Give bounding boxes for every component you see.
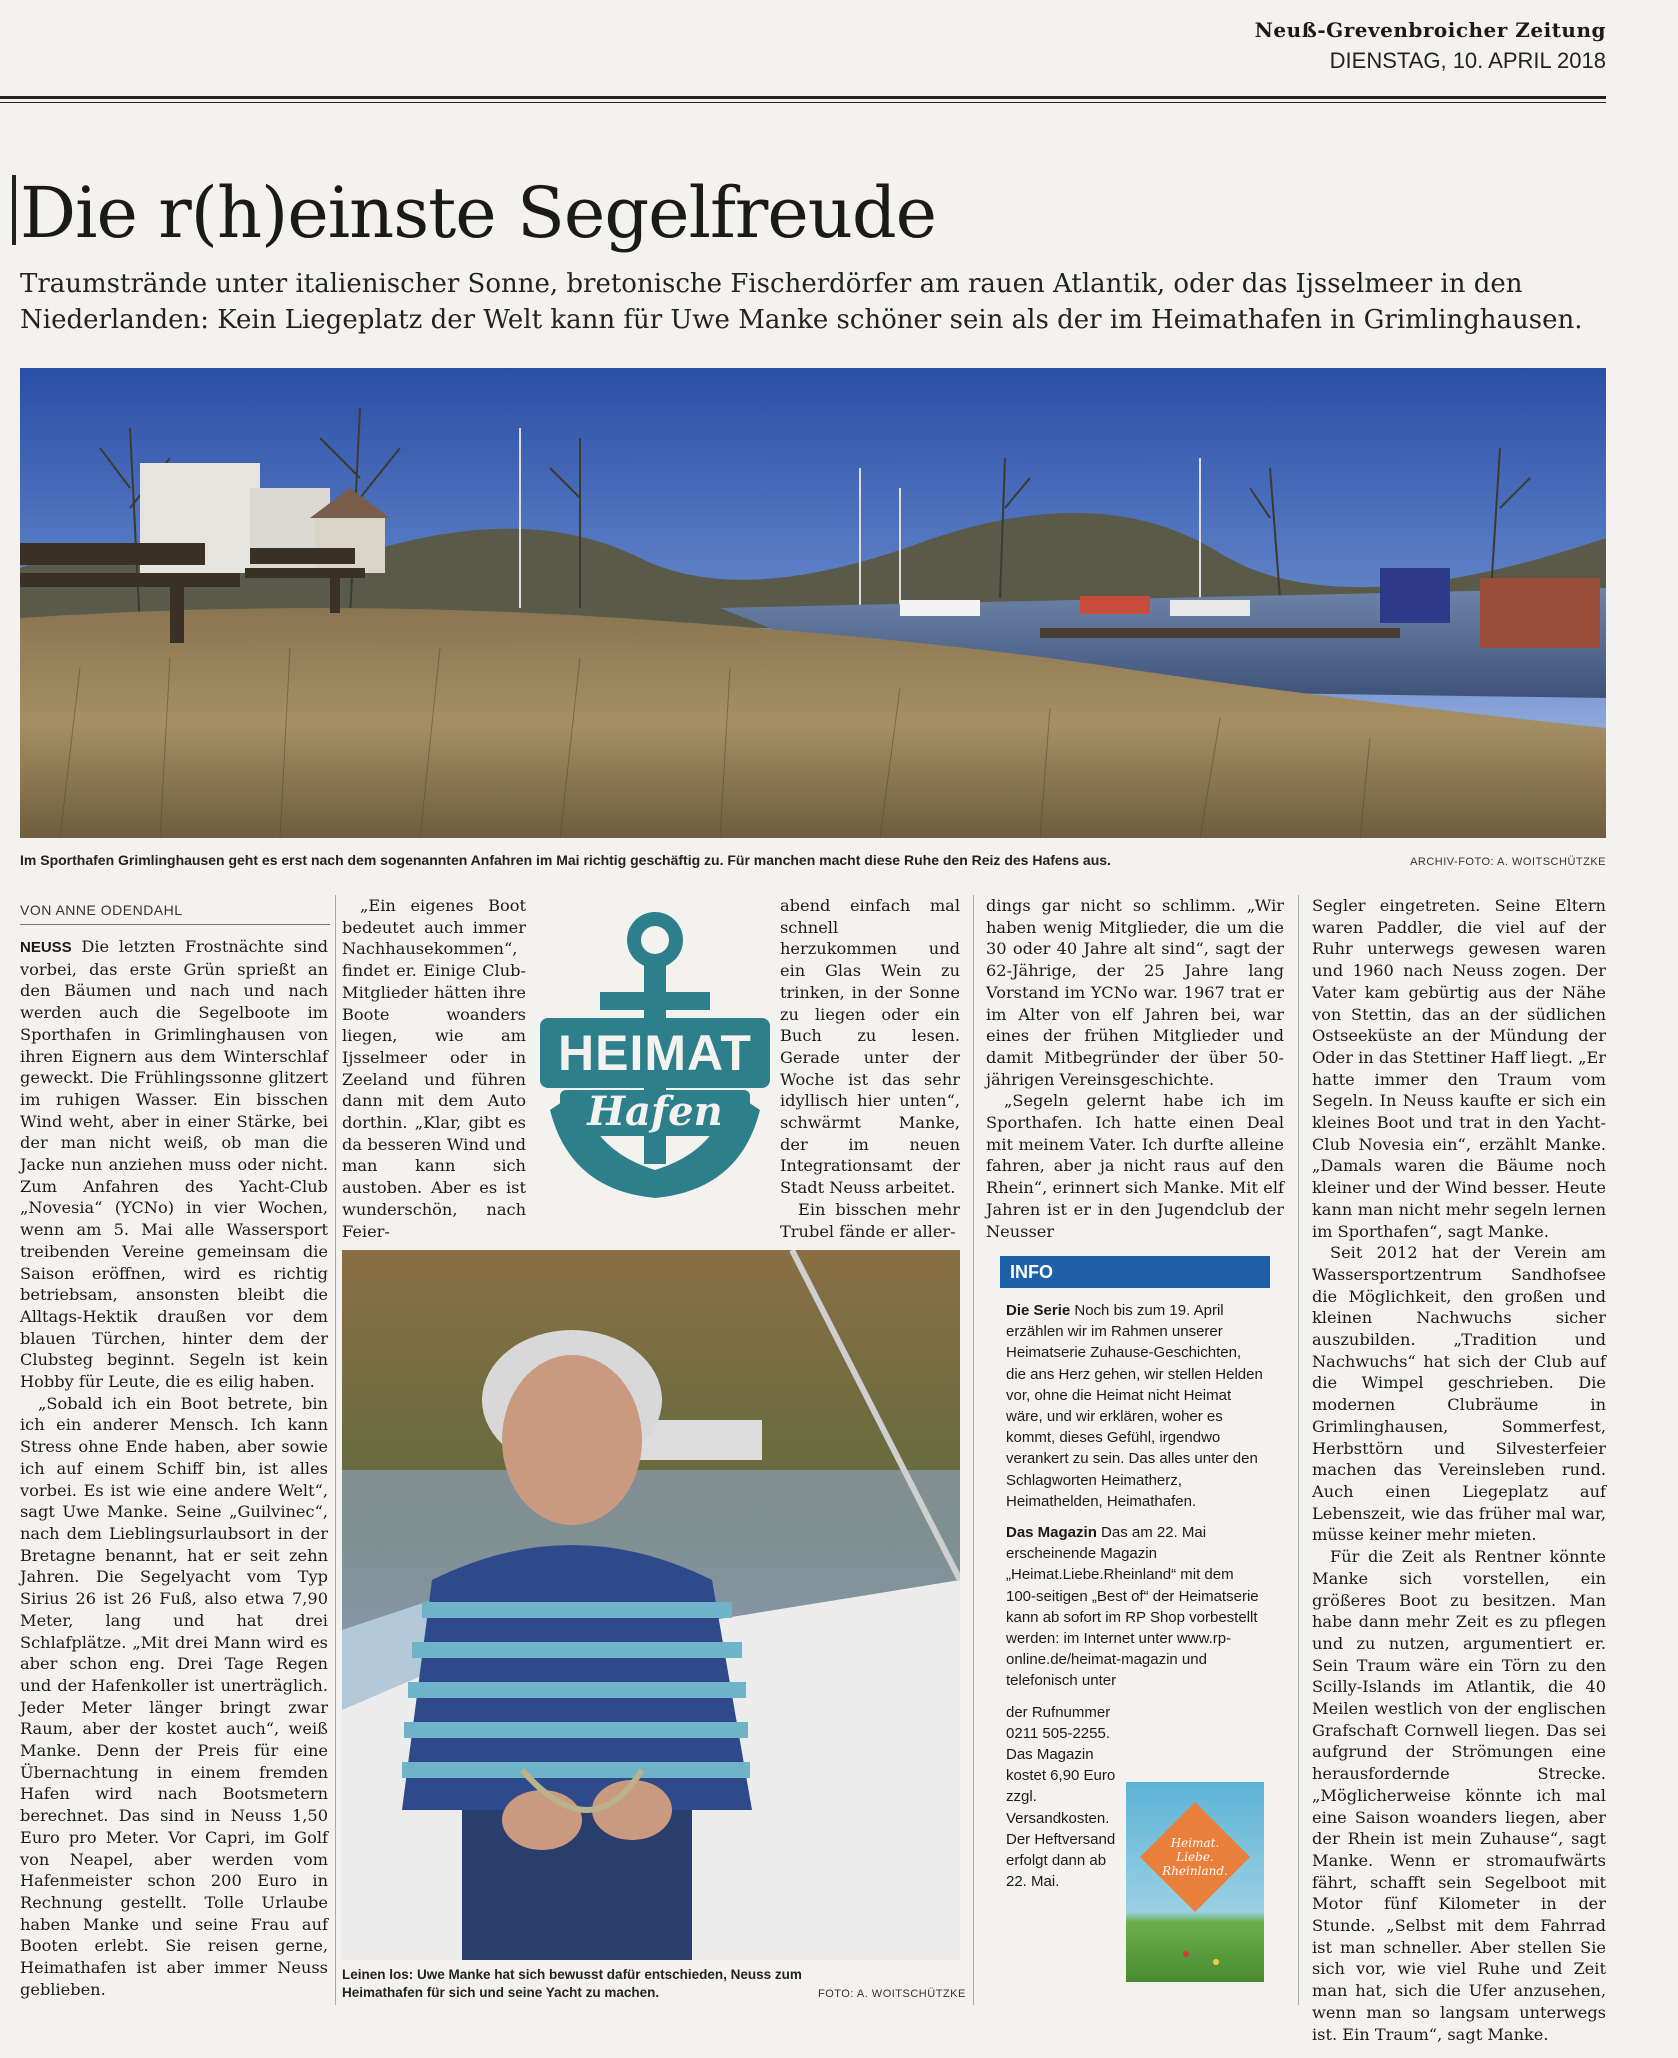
main-photo-credit: ARCHIV-FOTO: A. WOITSCHÜTZKE [1410,856,1606,868]
byline: VON ANNE ODENDAHL [20,902,183,918]
paragraph: „Ein eigenes Boot bedeutet auch immer Nachhausekommen“, findet er. Einige Club-Mitglieder hätten ihre Boote woanders liegen, wie am Ijsselmeer oder in Zeeland und führen dann mit dem Auto dorthin. „Klar, gibt es da besseren Wind und man kann sich austoben. Aber es ist wunderschön, nach Feier- [342,896,526,1241]
article-column-2 [342,895,526,1242]
newspaper-name: Neuß-Grevenbroicher Zeitung [1254,18,1606,42]
paragraph: abend einfach mal schnell herzukommen und ein Glas Wein zu trinken, in der Sonne zu liegen oder ein Buch zu lesen. Gerade unter der Woche ist das sehr idyllisch hier unten“, schwärmt Manke, der im neuen Integrationsamt der Stadt Neuss arbeitet. [780,896,960,1198]
logo-word-heimat: HEIMAT [558,1025,752,1081]
headline: Die r(h)einste Segelfreude [20,172,937,254]
paragraph: „Sobald ich ein Boot betrete, bin ich ein anderer Mensch. Ich kann Stress ohne Ende haben, aber sowie ich auf einem Schiff bin, ist alles vorbei. Es ist wie eine andere Welt“, sagt Uwe Manke. Seine „Guilvinec“, nach dem Lieblingsurlaubsort in der Bretagne benannt, hat er seit zehn Jahren. Die Segelyacht vom Typ Sirius 26 ist 26 Fuß, also etwa 7,90 Meter, lang und hat drei Schlafplätze. „Mit drei Mann wird es aber schon eng. Drei Tage Regen und der Hafenkoller ist unerträglich. Jeder Meter länger bringt zwar Raum, aber der kostet auch“, weiß Manke. Denn der Preis für eine Übernachtung in einem fremden Hafen wird nach Bootsmetern berechnet. Das sind in Neuss 1,50 Euro pro Meter. Vor Capri, im Golf von Neapel, aber werden vom Hafenmeister schon 200 Euro in Rechnung gestellt. Tolle Urlaube haben Manke und seine Frau auf Booten erlebt. Sie reisen gerne, Heimathafen ist aber immer Neuss geblieben. [20,1393,328,1999]
info-serie-text: Noch bis zum 19. April erzählen wir im Rahmen unserer Heimatserie Zuhause-Geschichten, die ans Herz gehen, wir stellen Helden vor, ohne die Heimat nicht Heimat wäre, und wir erklären, woher es kommt, dieses Gefühl, irgendwo verankert zu sein. Das alles unter den Schlagworten Heimatherz, Heimathelden, Heimathafen. [1006,1302,1263,1510]
portrait-credit: FOTO: A. WOITSCHÜTZKE [818,1988,966,2000]
subheadline: Traumstrände unter italienischer Sonne, bretonische Fischerdörfer am rauen Atlantik, oder das Ijsselmeer in den Niederlanden: Kein Liegeplatz der Welt kann für Uwe Manke schöner sein als der im Heimathafen in Grimlinghausen. [20,269,1583,335]
paragraph: „Segeln gelernt habe ich im Sporthafen. Ich hatte einen Deal mit meinem Vater. Ich durfte alleine fahren, aber ja nicht raus auf den Rhein“, erinnert sich Manke. Mit elf Jahren ist er in den Jugendclub der Neusser [986,1091,1284,1241]
harbor-panorama-photo [20,368,1606,838]
column-divider [973,895,974,2005]
article-column-5 [1312,895,1606,2045]
logo-word-hafen: Hafen [587,1088,723,1135]
column-divider [335,895,336,2005]
paragraph: Für die Zeit als Rentner könnte Manke sich vorstellen, ein größeres Boot zu besitzen. Man habe dann mehr Zeit es zu pflegen und zu nutzen, argumentiert er. Sein Traum wäre ein Törn zu den Scilly-Islands im Atlantik, die 40 Meilen westlich von der englischen Grafschaft Cornwell liegen. Das sei aufgrund der Strömungen eine herausfordernde Strecke. „Möglicherweise könnte ich mal eine Saison woanders liegen, aber der Rhein ist mein Zuhause“, sagt Manke. Wenn er stromaufwärts fährt, schafft sein Segelboot mit Motor fünf Kilometer in der Stunde. „Selbst mit dem Fahrrad ist man schneller. Aber stellen Sie sich vor, wie viel Ruhe und Zeit man hat, sich die Ufer anzusehen, wenn man so langsam unterwegs ist. Ein Traum“, sagt Manke. [1312,1547,1606,2044]
info-magazin-text: Das am 22. Mai erscheinende Magazin „Heimat.Liebe.Rheinland“ mit dem 100-seitigen „Best of“ der Heimatserie kann ab sofort im RP Shop vorbestellt werden: im Internet unter www.rp-online.de/heimat-magazin und telefonisch unter [1006,1524,1259,1690]
paragraph: dings gar nicht so schlimm. „Wir haben wenig Mitglieder, die um die 30 oder 40 Jahre alt sind“, sagt der 62-Jährige, der 25 Jahre lang Vorstand im YCNo war. 1967 trat er im Alter von elf Jahren bei, war eines der frühen Mitglieder und damit Mitbegründer der über 50-jährigen Vereinsgeschichte. [986,896,1284,1089]
info-serie-label: Die Serie [1006,1302,1071,1319]
paragraph: Die letzten Frostnächte sind vorbei, das erste Grün sprießt an den Bäumen und nach und nach werden auch die Segelboote im Sporthafen in Grimlinghausen von ihren Eignern aus dem Winterschlaf geweckt. Die Frühlingssonne glitzert im ruhigen Wasser. Ein bisschen Wind weht, aber in einer Stärke, bei der man nicht weiß, ob man die Jacke nun anziehen muss oder nicht. Zum Anfahren des Yacht-Club „Novesia“ (YCNo) in vier Wochen, wenn am 5. Mai alle Wassersport treibenden Vereine gemeinsam die Saison eröffnen, wird es richtig betriebsam, ansonsten bleibt die Alltags-Hektik draußen vor dem blauen Türchen, hinter dem der Clubsteg beginnt. Segeln ist kein Hobby für Leute, die es eilig haben. [20,937,328,1392]
masthead-rule [0,96,1606,99]
paragraph: Seit 2012 hat der Verein am Wassersportzentrum Sandhofsee die Möglichkeit, den großen und kleinen Nachwuchs sicher auszubilden. „Tradition und Nachwuchs“ hat sich der Club auf die Wimpel geschrieben. Die modernen Clubräume in Grimlinghausen, Sommerfest, Herbsttörn und Silvesterfeier machen das Vereinsleben rund. Auch einen Liegeplatz auf Lebenszeit, wie das früher mal war, müsse keiner mehr mieten. [1312,1243,1606,1545]
paragraph: Segler eingetreten. Seine Eltern waren Paddler, die viel auf der Ruhr unterwegs gewesen waren und 1960 nach Neuss zogen. Der Vater kam gebürtig aus der Nähe von Stettin, das an der südlichen Ostseeküste an der Mündung der Oder in das Stettiner Haff liegt. „Er hatte immer den Traum vom Segeln. In Neuss kaufte er sich ein kleines Boot und trat in den Yacht-Club Novesia ein“, erzählt Manke. „Damals waren die Bäume noch kleiner und der Wind besser. Heute kann man nicht mehr segeln lernen im Sporthafen“, sagt Manke. [1312,896,1607,1241]
main-photo-caption: Im Sporthafen Grimlinghausen geht es erst nach dem sogenannten Anfahren im Mai richtig geschäftig zu. Für manchen macht diese Ruhe den Reiz des Hafens aus. [20,852,1111,868]
magazine-cover [1126,1782,1264,1982]
magazine-cover-title: Heimat. Liebe. Rheinland. [1162,1836,1228,1878]
byline-rule [20,924,330,925]
info-magazin-label: Das Magazin [1006,1524,1097,1542]
paragraph: Ein bisschen mehr Trubel fände er aller- [780,1199,960,1241]
info-box-header: INFO [1000,1256,1270,1288]
portrait-photo [342,1250,960,1960]
article-column-3 [780,895,960,1242]
headline-bar [12,175,16,245]
portrait-caption: Leinen los: Uwe Manke hat sich bewusst dafür entschieden, Neuss zum Heimathafen für sich und seine Yacht zu machen. [342,1967,802,2000]
heimathafen-logo [540,900,770,1200]
article-column-4 [986,895,1284,1242]
dateline: NEUSS [20,939,72,956]
article-column-1 [20,936,328,2000]
column-divider [1298,895,1299,2005]
issue-date: DIENSTAG, 10. APRIL 2018 [1329,48,1606,73]
masthead-rule-thin [0,102,1606,103]
info-magazin-tail: der Rufnummer 0211 505-2255. Das Magazin kostet 6,90 Euro zzgl. Versandkosten. Der Heftversand erfolgt dann ab 22. Mai. [1006,1703,1116,1891]
